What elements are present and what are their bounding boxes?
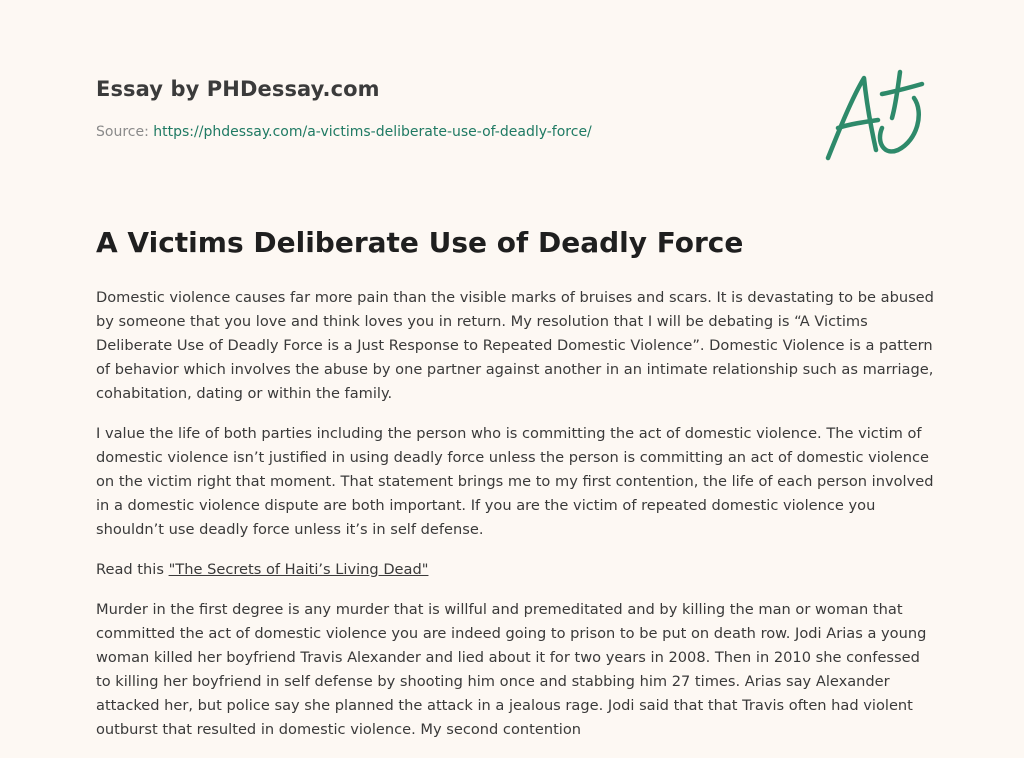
source-line xyxy=(96,124,592,140)
essay-body xyxy=(96,286,936,758)
a-plus-grade-icon xyxy=(818,68,930,166)
essay-title: A Victims Deliberate Use of Deadly Force xyxy=(96,226,744,259)
essay-paragraph: Domestic violence causes far more pain than the visible marks of bruises and scars. It is devastating to be abused by someone that you love and think loves you in return. My resolution that I will be debating is “A Victims Deliberate Use of Deadly Force is a Just Response to Repeated Domestic Violence”. Domestic Violence is a pattern of behavior which involves the abuse by one partner against another in an intimate relationship such as marriage, cohabitation, dating or within the family. xyxy=(96,289,934,402)
source-link[interactable]: https://phdessay.com/a-victims-deliberate-use-of-deadly-force/ xyxy=(153,124,592,140)
read-this-line xyxy=(96,558,936,582)
read-this-label: Read this xyxy=(96,561,169,578)
essay-paragraph: I value the life of both parties including the person who is committing the act of domestic violence. The victim of domestic violence isn’t justified in using deadly force unless the person is committing an act of domestic violence on the victim right that moment. That statement brings me to my first contention, the life of each person involved in a domestic violence dispute are both important. If you are the victim of repeated domestic violence you shouldn’t use deadly force unless it’s in self defense. xyxy=(96,425,934,538)
site-title: Essay by PHDessay.com xyxy=(96,77,380,101)
source-label: Source: xyxy=(96,124,154,140)
related-essay-link[interactable]: "The Secrets of Haiti’s Living Dead" xyxy=(168,561,429,578)
essay-paragraph: Murder in the first degree is any murder that is willful and premeditated and by killing the man or woman that committed the act of domestic violence you are indeed going to prison to be put on death row. Jodi Arias a young woman killed her boyfriend Travis Alexander and lied about it for two years in 2008. Then in 2010 she confessed to killing her boyfriend in self defense by shooting him once and stabbing him 27 times. Arias say Alexander attacked her, but police say she planned the attack in a jealous rage. Jodi said that that Travis often had violent outburst that resulted in domestic violence. My second contention xyxy=(96,601,927,738)
